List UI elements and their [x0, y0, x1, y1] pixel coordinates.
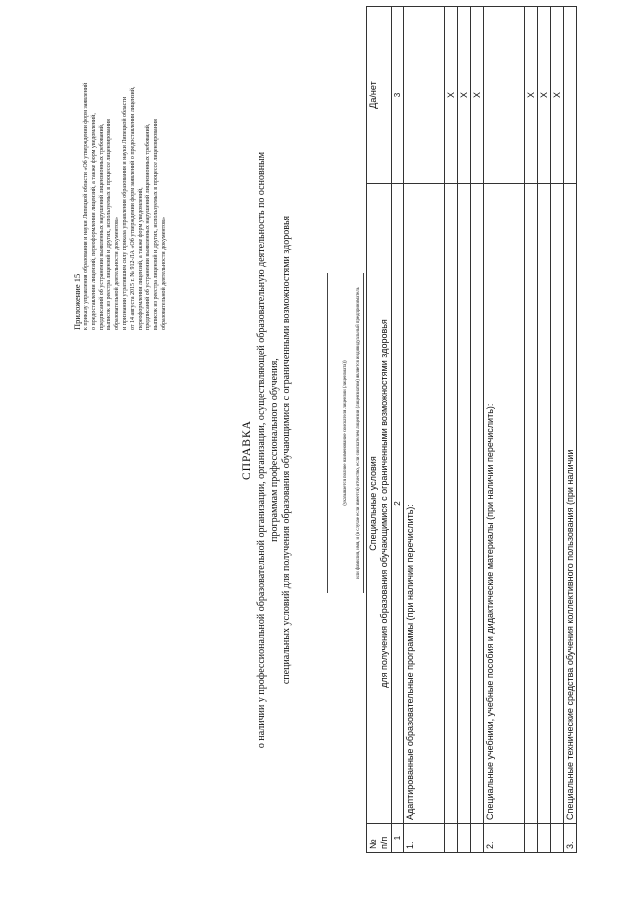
row-mark: [564, 7, 577, 184]
row-mark: X: [445, 7, 458, 184]
subtitle-line: о наличии у профессиональной образовательной организации, организации, осуществляющей образовательную деятельность по основным: [256, 151, 267, 749]
row-condition: [551, 184, 564, 824]
row-number: [445, 824, 458, 853]
appendix-line: и признании утратившим силу приказа управления образования и науки Липецкой области: [121, 96, 128, 330]
row-mark: X: [525, 7, 538, 184]
row-mark: X: [471, 7, 484, 184]
row-number: [551, 824, 564, 853]
row-number: [538, 824, 551, 853]
table-row: [551, 7, 564, 853]
appendix-line: образовательной деятельности документов»: [114, 217, 121, 330]
row-condition: [445, 184, 458, 824]
row-condition: [471, 184, 484, 824]
header-yesno: Да/нет: [367, 7, 392, 184]
appendix-line: о предоставлении лицензий, переоформлении лицензий, а также форм уведомлений,: [90, 113, 97, 330]
appendix-line: выписок из реестра лицензий и других, используемых в процессе лицензирования: [106, 119, 113, 330]
row-mark: [404, 7, 445, 184]
appendix-line: образовательной деятельности документов»: [160, 217, 167, 330]
header-num-text: № п/п: [368, 836, 389, 849]
applicant-caption: (указывается полное наименование соискателя лицензии (лицензиата)): [343, 360, 348, 506]
table-row: [538, 7, 551, 853]
special-conditions-table: [366, 6, 577, 853]
row-mark: X: [538, 7, 551, 184]
table-row: [458, 7, 471, 853]
row-number: [525, 824, 538, 853]
row-condition: Специальные технические средства обучения коллективного пользования (при наличии: [564, 184, 577, 824]
row-condition: [458, 184, 471, 824]
row-number: 1.: [404, 824, 445, 853]
index-cell: 1: [392, 824, 404, 853]
table-index-row: [392, 7, 404, 853]
row-condition: [538, 184, 551, 824]
header-conditions: [367, 184, 392, 824]
row-mark: X: [458, 7, 471, 184]
index-cell: 3: [392, 7, 404, 184]
row-condition: [525, 184, 538, 824]
applicant-underline-2: [363, 273, 364, 593]
appendix-title: Приложение 15: [72, 273, 82, 330]
appendix-line: предписаний об устранении выявленных нарушений лицензионных требований,: [145, 123, 152, 330]
table-row: [564, 7, 577, 853]
header-num: [367, 824, 392, 853]
appendix-line: от 14 августа 2015 г. № 912-ЛА «Об утверждении форм заявлений о предоставлении лицензий,: [129, 86, 136, 330]
header-conditions-line2: для получения образования обучающимися с ограниченными возможностями здоровья: [379, 319, 389, 688]
appendix-line: к приказу управления образования и науки Липецкой области «Об утверждении форм заявлений: [83, 82, 89, 330]
appendix-block: [72, 70, 169, 330]
row-mark: [484, 7, 525, 184]
row-number: 2.: [484, 824, 525, 853]
table-row: [471, 7, 484, 853]
appendix-line: предписаний об устранении выявленных нарушений лицензионных требований,: [98, 123, 105, 330]
applicant-name-field: [327, 273, 364, 593]
appendix-line: выписок из реестра лицензий и других, используемых в процессе лицензирования: [153, 119, 160, 330]
row-mark: X: [551, 7, 564, 184]
table-row: [404, 7, 445, 853]
appendix-line: переоформлении лицензий, а также форм уведомлений,: [137, 187, 144, 330]
table-row: [445, 7, 458, 853]
row-number: 3.: [564, 824, 577, 853]
row-condition: Адаптированные образовательные программы (при наличии перечислить):: [404, 184, 445, 824]
row-condition: Специальные учебники, учебные пособия и дидактические материалы (при наличии перечислить):: [484, 184, 525, 824]
subtitle-line: специальных условий для получения образования обучающимися с ограниченными возможностями здоровья: [281, 215, 292, 685]
row-number: [458, 824, 471, 853]
table-header-row: [367, 7, 392, 853]
table-row: [525, 7, 538, 853]
header-conditions-line1: Специальные условия: [368, 456, 378, 551]
table-row: [484, 7, 525, 853]
applicant-caption-2: или фамилия, имя, и (в случае если имеется) отчество, если соискателем лицензии (лицензиатом) является индивидуальный предприниматель: [356, 287, 361, 579]
document-title: СПРАВКА: [241, 420, 253, 480]
index-cell: 2: [392, 184, 404, 824]
applicant-underline: [327, 273, 328, 593]
document-subtitle: [256, 55, 294, 845]
subtitle-line: программам профессионального обучения,: [268, 358, 280, 542]
row-number: [471, 824, 484, 853]
